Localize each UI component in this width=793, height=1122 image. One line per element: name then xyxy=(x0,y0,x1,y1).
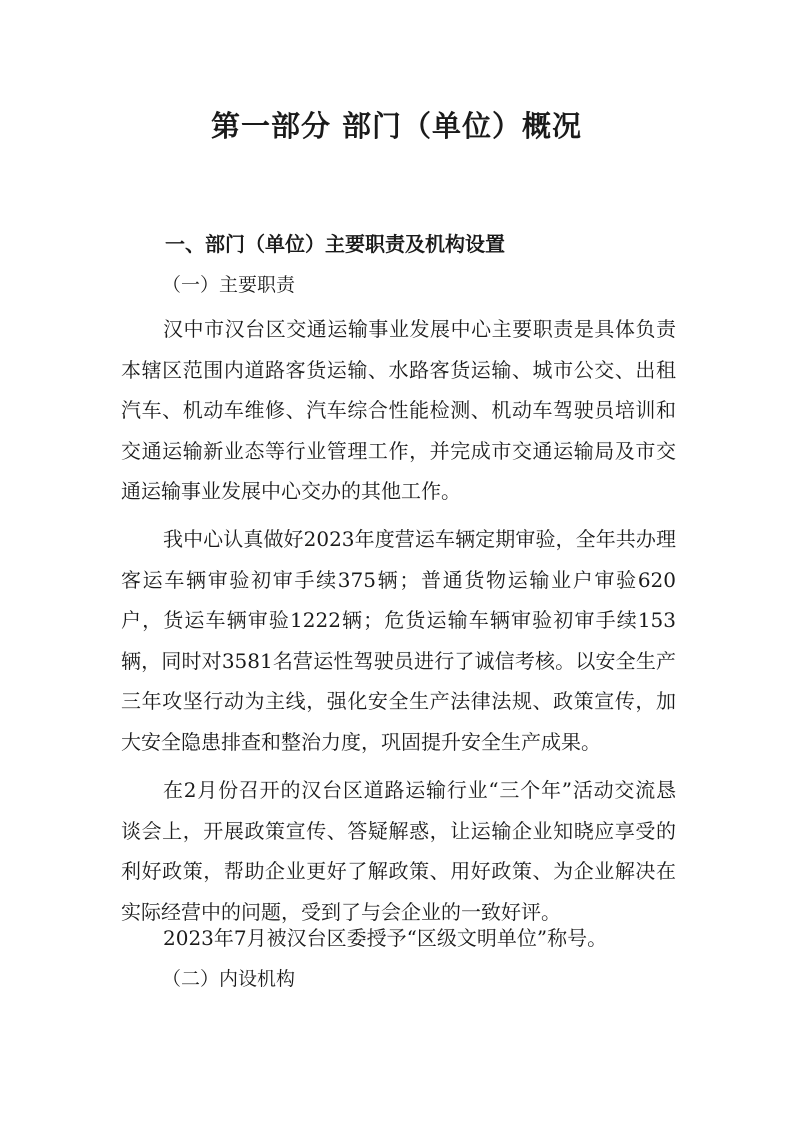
paragraph-civilized-unit: 2023年7月被汉台区委授予“区级文明单位”称号。 xyxy=(163,926,608,950)
paragraph-main-duties: 汉中市汉台区交通运输事业发展中心主要职责是具体负责本辖区范围内道路客货运输、水路客货运输、城市公交、出租汽车、机动车维修、汽车综合性能检测、机动车驾驶员培训和交通运输新业态等行业管理工作，并完成市交通运输局及市交通运输事业发展中心交办的其他工作。 xyxy=(121,317,676,503)
paragraph-forum: 在2月份召开的汉台区道路运输行业“三个年”活动交流恳谈会上，开展政策宣传、答疑解惑，让运输企业知晓应享受的利好政策，帮助企业更好了解政策、用好政策、为企业解决在实际经营中的问题，受到了与会企业的一致好评。 xyxy=(121,778,676,924)
paragraph-vehicle-inspection: 我中心认真做好2023年度营运车辆定期审验，全年共办理客运车辆审验初审手续375辆；普通货物运输业户审验620户，货运车辆审验1222辆；危货运输车辆审验初审手续153辆，同时对3581名营运性驾驶员进行了诚信考核。以安全生产三年攻坚行动为主线，强化安全生产法律法规、政策宣传，加大安全隐患排查和整治力度，巩固提升安全生产成果。 xyxy=(121,527,676,754)
subsection-heading-internal-structure: （二）内设机构 xyxy=(162,968,296,990)
subsection-heading-main-duties: （一）主要职责 xyxy=(162,274,296,296)
section-heading-duties-and-structure: 一、部门（单位）主要职责及机构设置 xyxy=(165,232,505,256)
page-title: 第一部分 部门（单位）概况 xyxy=(210,109,583,143)
